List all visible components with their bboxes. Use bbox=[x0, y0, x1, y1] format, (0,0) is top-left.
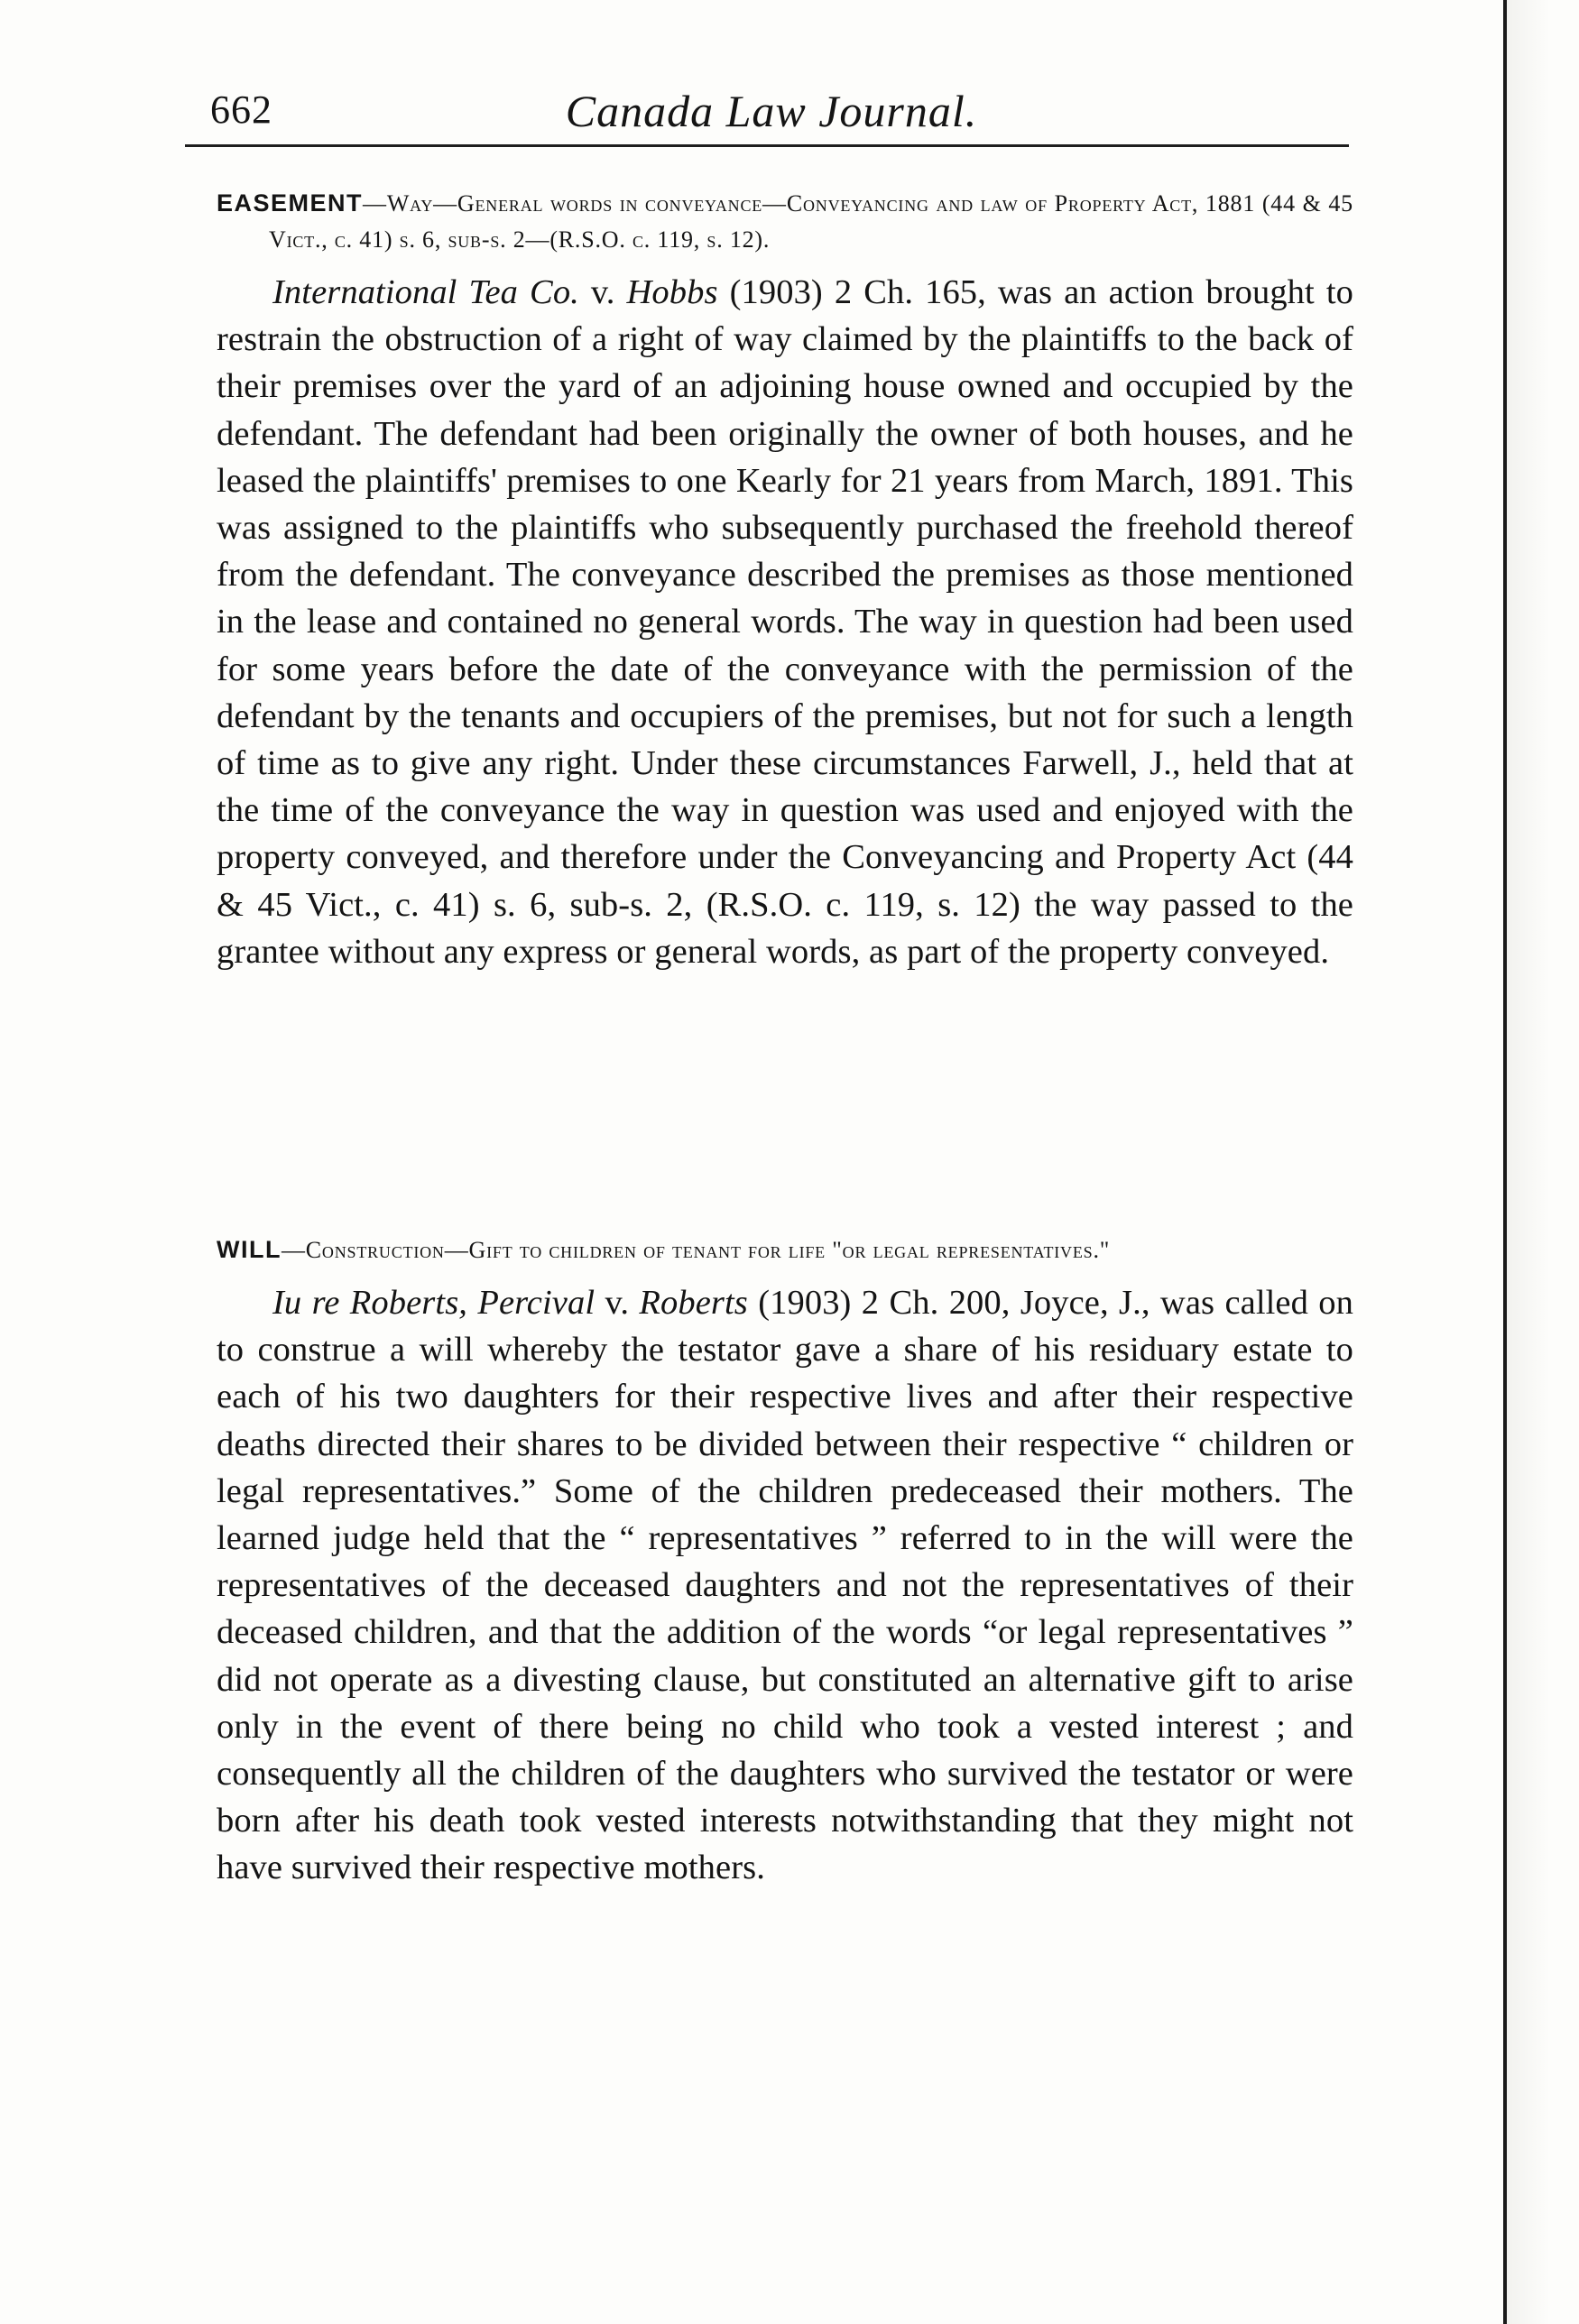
article-body bbox=[217, 269, 1353, 975]
case-name: Iu re Roberts, Percival bbox=[272, 1284, 596, 1322]
headnote bbox=[217, 1231, 1353, 1268]
headnote-rest: —Way—General words in conveyance—Conveyancing and law of Property Act, 1881 (44 & 45 Vict., c. 41) s. 6, sub-s. 2—(R.S.O. c. 119, s. 12). bbox=[269, 190, 1353, 253]
case-party: Hobbs bbox=[626, 273, 718, 311]
case-name: International Tea Co. bbox=[272, 273, 579, 311]
case-versus: v. bbox=[595, 1284, 640, 1322]
article-body bbox=[217, 1279, 1353, 1892]
headnote-lead: EASEMENT bbox=[217, 189, 364, 217]
article-will bbox=[217, 1231, 1353, 1892]
page-number: 662 bbox=[210, 88, 272, 132]
headnote-rest: —Construction—Gift to children of tenant for life "or legal representatives." bbox=[281, 1237, 1111, 1263]
binding-edge-line bbox=[1503, 0, 1507, 2324]
page-header bbox=[185, 79, 1358, 143]
binding-shadow bbox=[1507, 0, 1579, 2324]
article-easement bbox=[217, 185, 1353, 975]
running-title: Canada Law Journal. bbox=[565, 86, 978, 136]
headnote-lead: WILL bbox=[217, 1236, 282, 1263]
case-party: Roberts bbox=[639, 1284, 748, 1322]
headnote bbox=[217, 185, 1353, 258]
case-versus: v. bbox=[578, 273, 627, 311]
body-text: (1903) 2 Ch. 200, Joyce, J., was called on to construe a will whereby the testator gave a share of his residuary estate to each of his two daughters for their respective lives and after their respective deaths directed their shares to be divided between their respective “ children or legal representatives.” Some of the children predeceased their mothers. The learned judge held that the “ representatives ” referred to in the will were the representatives of the deceased daughters and not the representatives of their deceased children, and that the addition of the words “or legal representatives ” did not operate as a divesting clause, but constituted an alternative gift to arise only in the event of there being no child who took a vested interest ; and consequently all the children of the daughters who survived the testator or were born after his death took vested interests notwithstanding that they might not have survived their respective mothers. bbox=[217, 1284, 1354, 1887]
header-rule bbox=[185, 144, 1349, 147]
body-text: (1903) 2 Ch. 165, was an action brought to restrain the obstruction of a right of way claimed by the plaintiffs to the back of their premises over the yard of an adjoining house owned and occupied by the defendant. The defendant had been originally the owner of both houses, and he leased the plaintiffs' premises to one Kearly for 21 years from March, 1891. This was assigned to the plaintiffs who subsequently purchased the freehold thereof from the defendant. The conveyance described the premises as those mentioned in the lease and contained no general words. The way in question had been used for some years before the date of the conveyance with the permission of the defendant by the tenants and occupiers of the premises, but not for such a length of time as to give any right. Under these circumstances Farwell, J., held that at the time of the conveyance the way in question was used and enjoyed with the property conveyed, and therefore under the Conveyancing and Property Act (44 & 45 Vict., c. 41) s. 6, sub-s. 2, (R.S.O. c. 119, s. 12) the way passed to the grantee without any express or general words, as part of the property conveyed. bbox=[217, 273, 1353, 971]
